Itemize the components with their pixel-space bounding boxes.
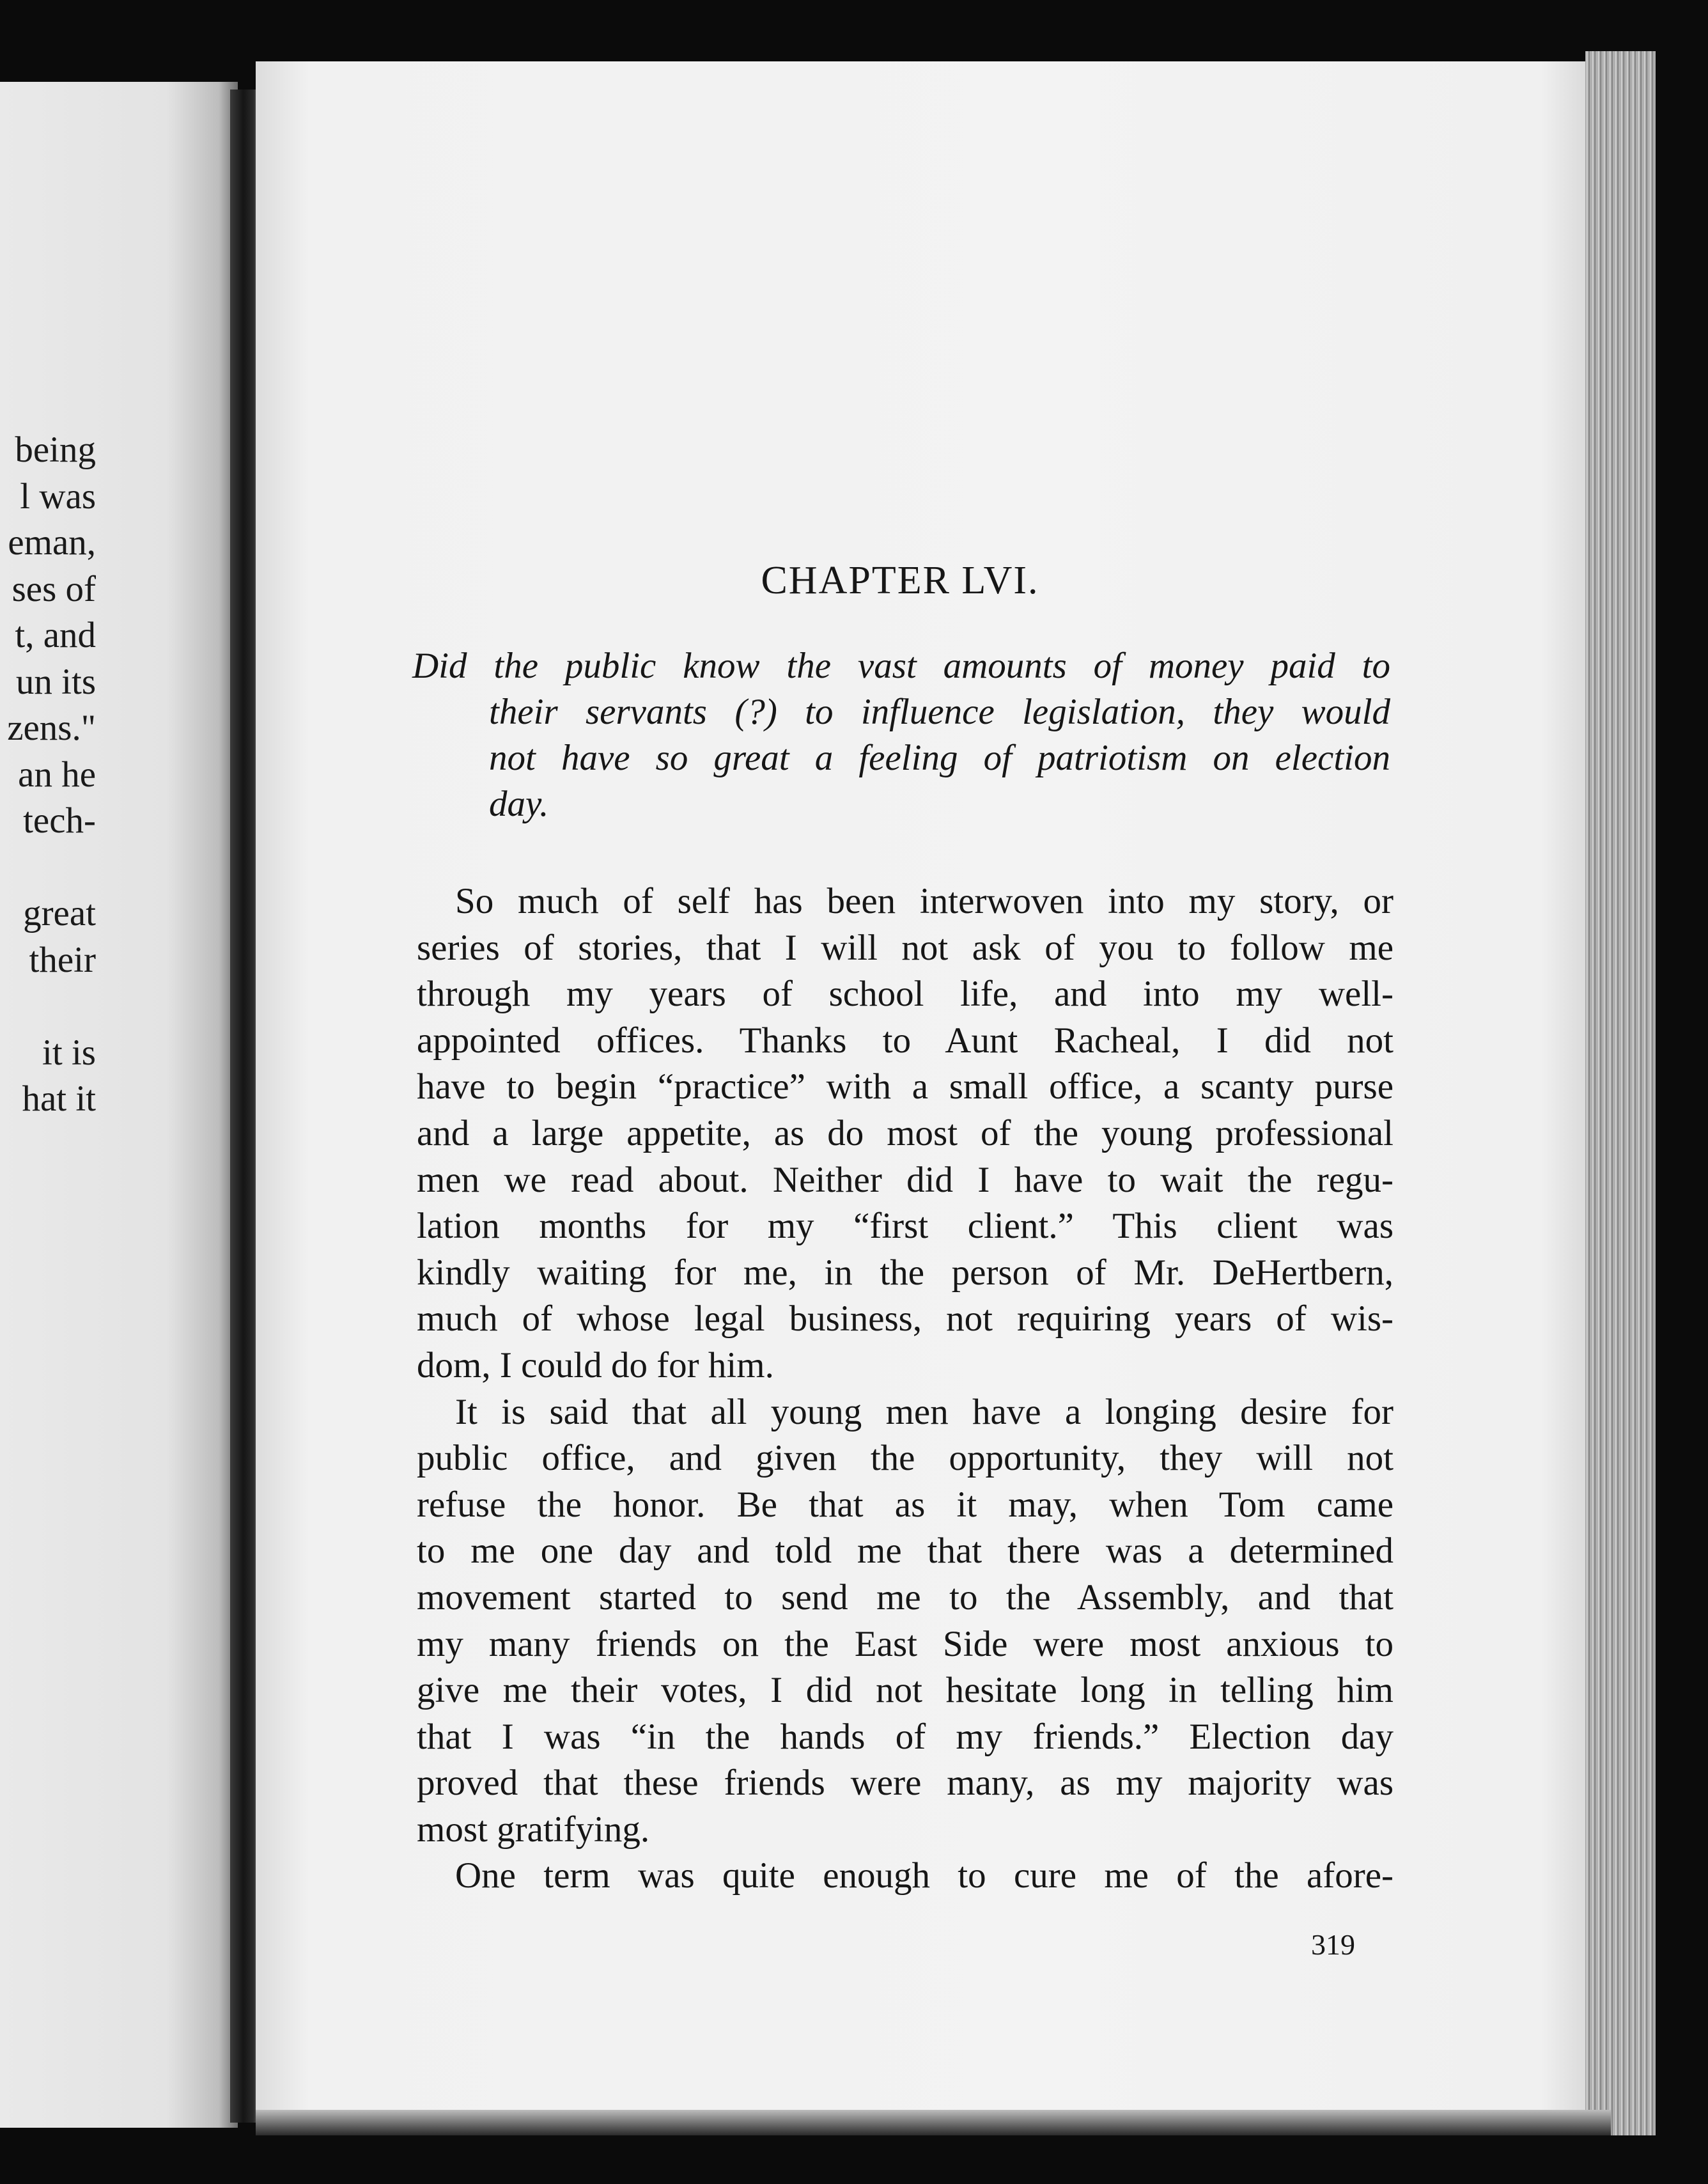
previous-page-line: zens." (7, 708, 96, 748)
previous-page-line (0, 845, 96, 891)
previous-page-line: tech- (23, 800, 96, 841)
body-text (417, 878, 1394, 1899)
body-line: movement started to send me to the Assembly, and that (417, 1577, 1394, 1618)
epigraph-line: Did the public know the vast amounts of money paid to (412, 646, 1390, 686)
page-bottom-shadow (256, 2110, 1611, 2135)
page-edges (1585, 51, 1656, 2135)
body-line: through my years of school life, and into my well- (417, 974, 1394, 1015)
body-line: kindly waiting for me, in the person of Mr. DeHertbern, (417, 1252, 1394, 1293)
body-line: dom, I could do for him. (417, 1345, 774, 1385)
previous-page-line: t, and (15, 615, 96, 655)
body-line: to me one day and told me that there was a determined (417, 1531, 1394, 1572)
previous-page-line: great (23, 893, 96, 933)
cover-edge (1656, 38, 1708, 2148)
body-line: have to begin “practice” with a small office, a scanty purse (417, 1066, 1394, 1107)
body-line: and a large appetite, as do most of the young professional (417, 1112, 1394, 1153)
body-line: series of stories, that I will not ask of you to follow me (417, 927, 1394, 968)
body-line: One term was quite enough to cure me of the afore- (455, 1855, 1394, 1896)
page-number: 319 (1311, 1928, 1355, 1961)
previous-page (0, 82, 238, 2128)
body-line: proved that these friends were many, as my majority was (417, 1763, 1394, 1804)
previous-page-line: it is (42, 1032, 96, 1073)
body-line: refuse the honor. Be that as it may, when Tom came (417, 1484, 1394, 1525)
epigraph-line: day. (489, 784, 549, 824)
body-line: appointed offices. Thanks to Aunt Racheal, I did not (417, 1020, 1394, 1061)
previous-page-text (0, 427, 96, 1123)
body-line: my many friends on the East Side were most anxious to (417, 1623, 1394, 1664)
previous-page-line: their (29, 939, 96, 980)
body-line: that I was “in the hands of my friends.” Election day (417, 1716, 1394, 1757)
chapter-title: CHAPTER LVI. (761, 559, 1039, 602)
previous-page-line (0, 983, 96, 1030)
previous-page-line: eman, (8, 522, 96, 563)
body-line: public office, and given the opportunity, they will not (417, 1438, 1394, 1479)
body-line: lation months for my “first client.” This client was (417, 1206, 1394, 1247)
previous-page-line: hat it (22, 1079, 96, 1119)
epigraph-line: their servants (?) to influence legislation, they would (489, 692, 1390, 732)
body-line: most gratifying. (417, 1809, 650, 1850)
chapter-epigraph (412, 643, 1390, 827)
previous-page-line: ses of (12, 568, 96, 609)
body-line: much of whose legal business, not requiring years of wis- (417, 1299, 1394, 1339)
previous-page-line: an he (18, 754, 96, 795)
body-line: men we read about. Neither did I have to wait the regu- (417, 1159, 1394, 1200)
previous-page-line: un its (15, 661, 96, 702)
body-line: give me their votes, I did not hesitate long in telling him (417, 1670, 1394, 1711)
epigraph-line: not have so great a feeling of patriotism on election (489, 738, 1390, 778)
body-line: So much of self has been interwoven into my story, or (455, 881, 1394, 921)
previous-page-line: being (15, 430, 96, 470)
body-line: It is said that all young men have a longing desire for (455, 1391, 1394, 1432)
previous-page-line: l was (20, 476, 96, 517)
